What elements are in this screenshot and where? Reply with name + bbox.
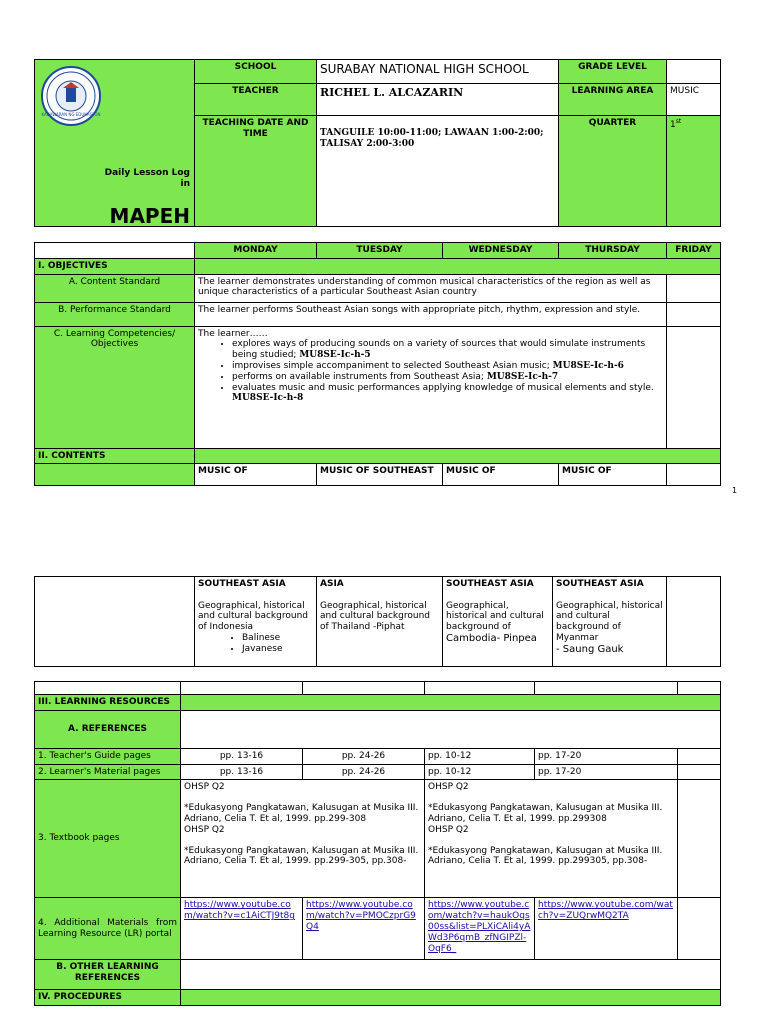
day-thursday: THURSDAY xyxy=(559,243,667,259)
day-tuesday: TUESDAY xyxy=(317,243,443,259)
teacher-value: RICHEL L. ALCAZARIN xyxy=(317,84,559,116)
performance-standard-label: B. Performance Standard xyxy=(35,302,195,326)
contents-thursday: MUSIC OF xyxy=(559,464,667,486)
procedures-heading: IV. PROCEDURES xyxy=(35,990,181,1006)
youtube-link-thursday[interactable]: https://www.youtube.com/watch?v=ZUQrwMQ2TA xyxy=(538,900,673,922)
competencies-list xyxy=(198,339,663,404)
list-item: • improvises simple accompaniment to selected Southeast Asian music; MU8SE-Ic-h-6 xyxy=(232,361,663,372)
lm-wednesday: pp. 10-12 xyxy=(425,764,535,780)
contents-tuesday: MUSIC OF SOUTHEAST xyxy=(317,464,443,486)
competencies-label: C. Learning Competencies/ Objectives xyxy=(35,326,195,448)
day-wednesday: WEDNESDAY xyxy=(443,243,559,259)
log-title: Daily Lesson Log in xyxy=(104,168,190,189)
days-corner xyxy=(35,243,195,259)
content-standard-label: A. Content Standard xyxy=(35,274,195,302)
tg-thursday: pp. 17-20 xyxy=(535,748,678,764)
resources-table xyxy=(34,681,721,1006)
teacher-label: TEACHER xyxy=(195,84,317,116)
date-line-2: TALISAY 2:00-3:00 xyxy=(320,139,415,150)
area-label: LEARNING AREA xyxy=(559,84,667,116)
contents-cont-monday: SOUTHEAST ASIA Geographical, historical and cultural background of Indonesia • Balinese • Javanese xyxy=(195,577,317,667)
competencies-intro: The learner…… xyxy=(198,328,268,339)
list-item: • Balinese xyxy=(242,633,313,644)
contents-heading: II. CONTENTS xyxy=(35,448,195,464)
list-item: • explores ways of producing sounds on a variety of sources that would simulate instruments being studied; MU8SE-Ic-h-5 xyxy=(232,339,663,361)
contents-continued-table xyxy=(34,576,721,667)
list-item: • performs on available instruments from Southeast Asia; MU8SE-Ic-h-7 xyxy=(232,372,663,383)
area-value: MUSIC xyxy=(667,84,721,116)
objectives-table xyxy=(34,242,721,486)
page-number: 1 xyxy=(732,486,738,495)
tg-wednesday: pp. 10-12 xyxy=(425,748,535,764)
tg-tuesday: pp. 24-26 xyxy=(303,748,425,764)
date-line-1: TANGUILE 10:00-11:00; LAWAAN 1:00-2:00; xyxy=(320,128,544,139)
youtube-link-wednesday[interactable]: https://www.youtube.com/watch?v=haukOqs00ss&list=PLXiCAli4yAWd3P6qmB_zfNGIPZl-OqF6_ xyxy=(428,900,531,954)
contents-cont-tuesday: ASIA Geographical, historical and cultural background of Thailand -Piphat xyxy=(317,577,443,667)
content-standard-text: The learner demonstrates understanding of common musical characteristics of the region as well as unique characteristics of a particular Southeast Asian country xyxy=(195,274,667,302)
quarter-label: QUARTER xyxy=(559,116,667,227)
youtube-link-monday[interactable]: https://www.youtube.com/watch?v=c1AiCTJ9t8g xyxy=(184,900,295,922)
textbook-mon-tue: OHSP Q2 *Edukasyong Pangkatawan, Kalusugan at Musika III. Adriano, Celia T. Et al, 1999. pp.299-308 OHSP Q2 *Edukasyong Pangkatawan, Kalusugan at Musika III. Adriano, Celia T. Et al, 1999. pp.299-305, pp.308- xyxy=(181,780,425,898)
learners-material-label: 2. Learner's Material pages xyxy=(35,764,181,780)
lm-thursday: pp. 17-20 xyxy=(535,764,678,780)
other-references-label: B. OTHER LEARNING REFERENCES xyxy=(35,960,181,990)
monday-items xyxy=(198,633,313,655)
tg-monday: pp. 13-16 xyxy=(181,748,303,764)
day-friday: FRIDAY xyxy=(667,243,721,259)
contents-monday: MUSIC OF xyxy=(195,464,317,486)
logo-cell xyxy=(35,60,195,227)
grade-value xyxy=(667,60,721,84)
svg-text:KAGAWARAN NG EDUKASYON: KAGAWARAN NG EDUKASYON xyxy=(41,112,101,117)
competencies-text xyxy=(195,326,667,448)
header-table xyxy=(34,59,721,227)
day-monday: MONDAY xyxy=(195,243,317,259)
youtube-link-tuesday[interactable]: https://www.youtube.com/watch?v=PMOCzprG9Q4 xyxy=(306,900,416,932)
date-value xyxy=(317,116,559,227)
deped-seal-icon xyxy=(41,66,101,126)
contents-cont-thursday: SOUTHEAST ASIA Geographical, historical and cultural background of Myanmar - Saung Gauk xyxy=(553,577,667,667)
resources-heading: III. LEARNING RESOURCES xyxy=(35,695,181,711)
references-label: A. REFERENCES xyxy=(35,710,181,748)
subject-title: MAPEH xyxy=(109,204,190,228)
textbook-label: 3. Textbook pages xyxy=(35,780,181,898)
list-item: • evaluates music and music performances applying knowledge of musical elements and style. MU8SE-Ic-h-8 xyxy=(232,383,663,405)
teachers-guide-label: 1. Teacher's Guide pages xyxy=(35,748,181,764)
quarter-value: 1st xyxy=(667,116,721,227)
grade-label: GRADE LEVEL xyxy=(559,60,667,84)
date-label: TEACHING DATE AND TIME xyxy=(195,116,317,227)
objectives-heading: I. OBJECTIVES xyxy=(35,258,195,274)
lm-tuesday: pp. 24-26 xyxy=(303,764,425,780)
additional-materials-label: 4. Additional Materials from Learning Resource (LR) portal xyxy=(35,898,181,960)
performance-standard-text: The learner performs Southeast Asian songs with appropriate pitch, rhythm, expression and style. xyxy=(195,302,667,326)
textbook-wed-thu: OHSP Q2 *Edukasyong Pangkatawan, Kalusugan at Musika III. Adriano, Celia T. Et al, 1999. pp.299308 OHSP Q2 *Edukasyong Pangkatawan, Kalusugan at Musika III. Adriano, Celia T. Et al, 1999. pp.299305, pp.308- xyxy=(425,780,678,898)
contents-wednesday: MUSIC OF xyxy=(443,464,559,486)
lm-monday: pp. 13-16 xyxy=(181,764,303,780)
list-item: • Javanese xyxy=(242,644,313,655)
school-label: SCHOOL xyxy=(195,60,317,84)
school-value: SURABAY NATIONAL HIGH SCHOOL xyxy=(317,60,559,84)
contents-cont-wednesday: SOUTHEAST ASIA Geographical, historical and cultural background of Cambodia- Pinpea xyxy=(443,577,553,667)
